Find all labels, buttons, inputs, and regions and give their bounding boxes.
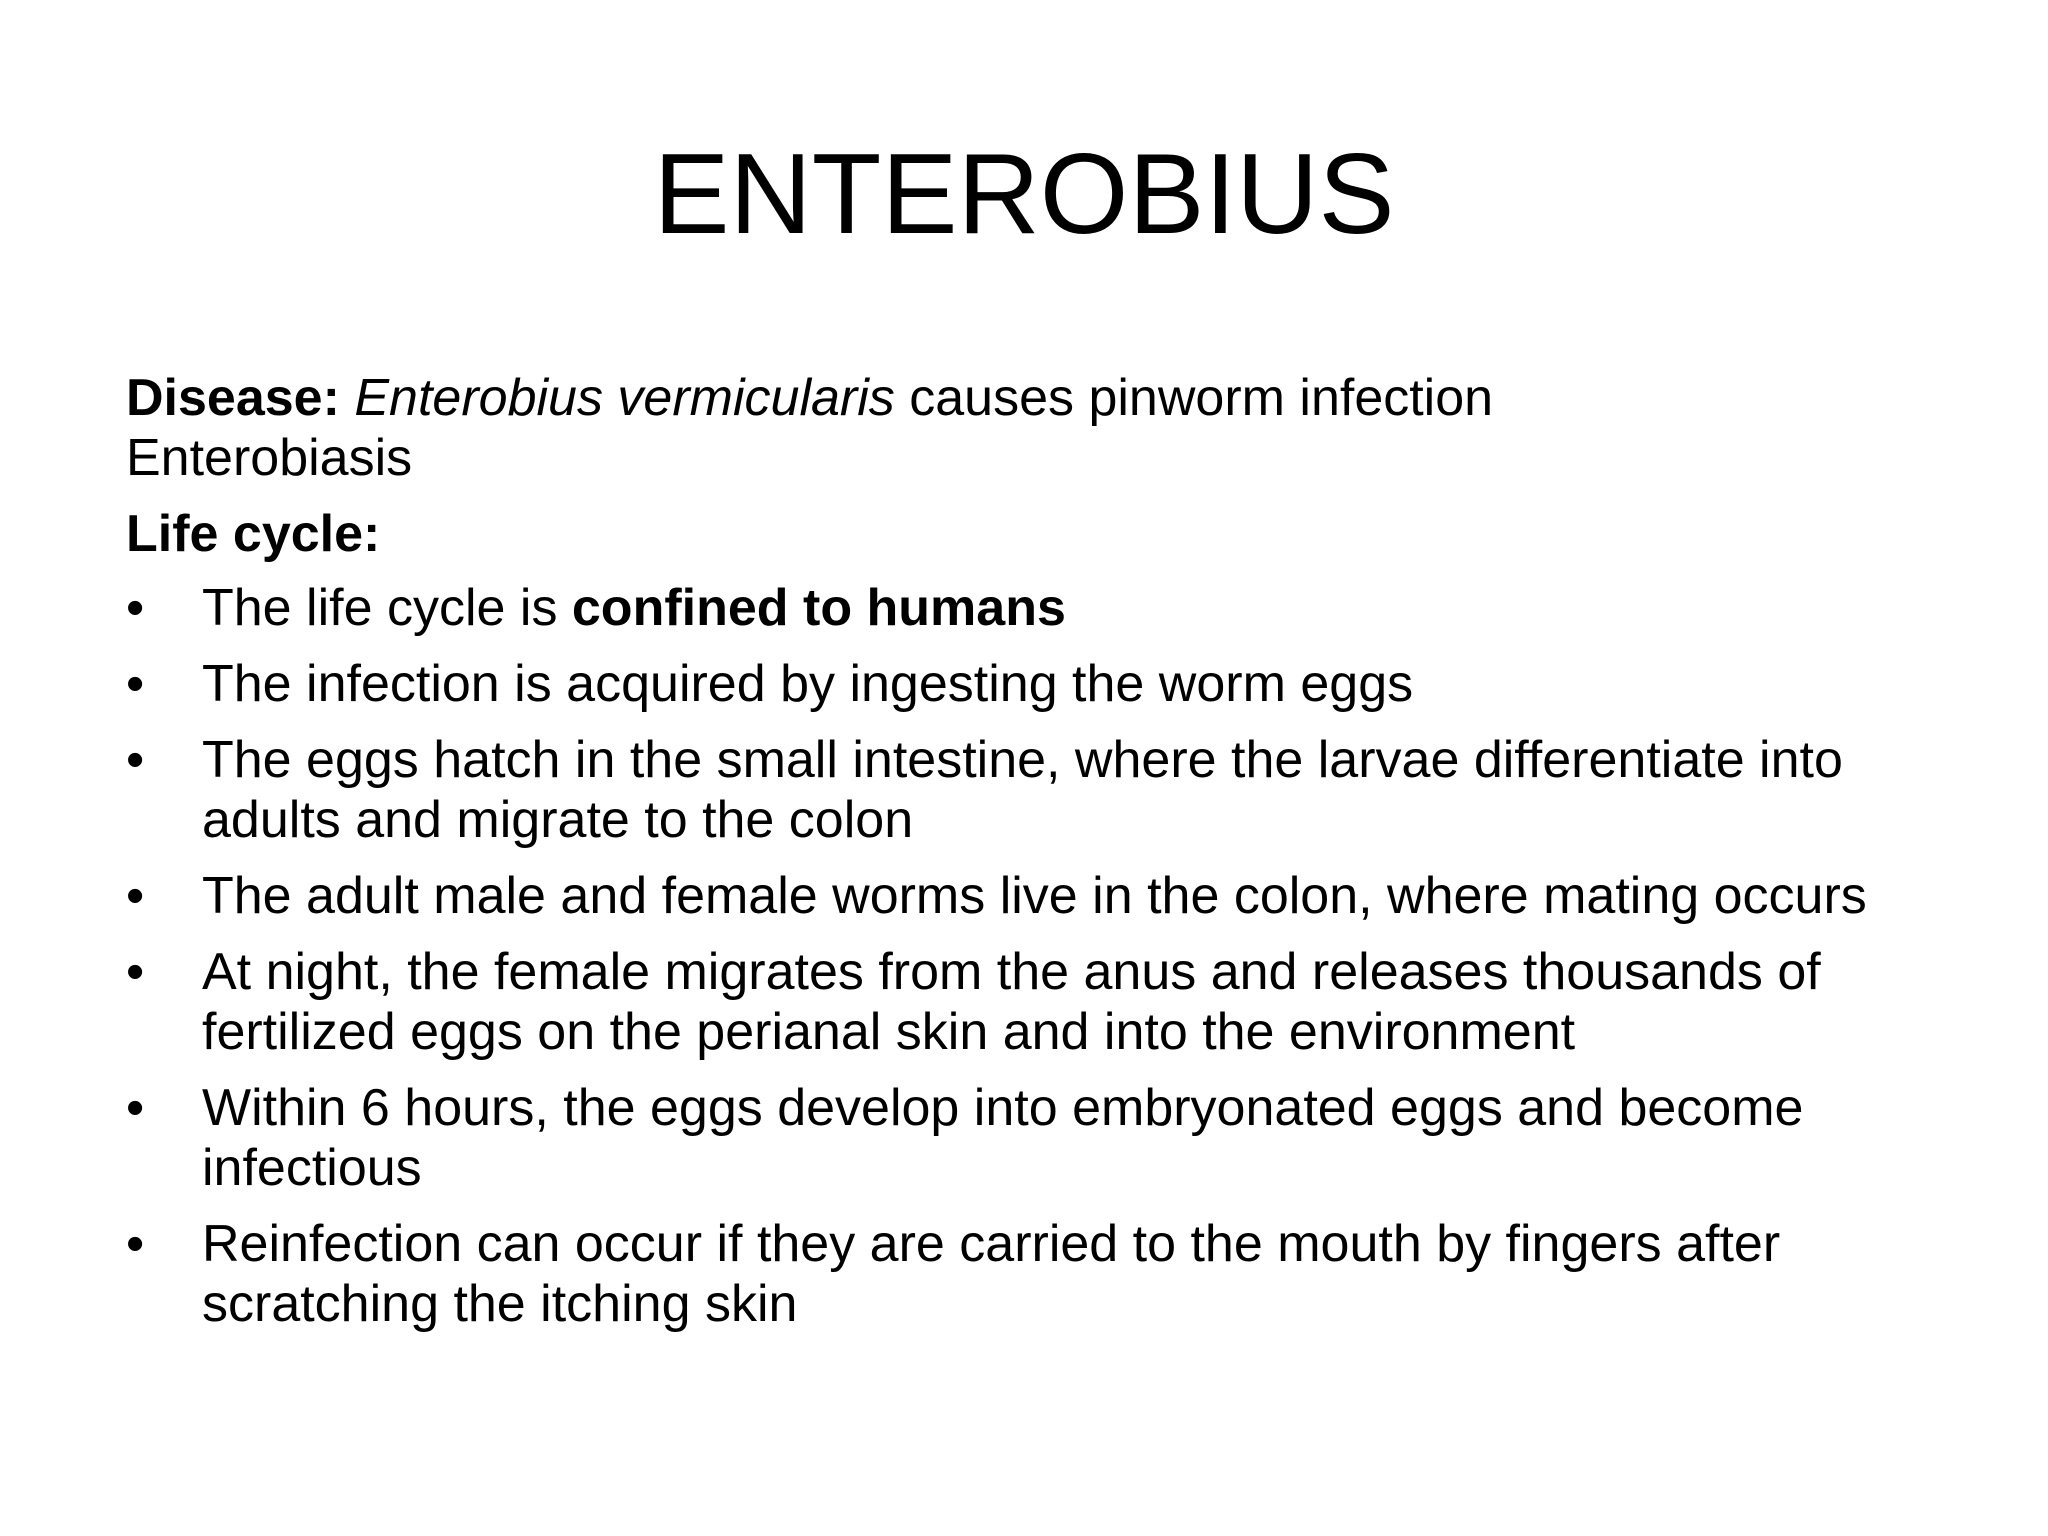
list-item [126,1214,1966,1334]
bullet-icon: • [126,731,145,789]
list-item [126,1078,1966,1198]
bullet-icon: • [126,655,145,713]
organism-name: Enterobius vermicularis [354,369,895,427]
life-cycle-label: Life cycle: [126,505,381,563]
list-item-text: At night, the female migrates from the anus and releases thousands of fertilized eggs on the perianal skin and into the environment [202,943,1821,1061]
slide-body [126,368,1966,1350]
list-item-text: Reinfection can occur if they are carried to the mouth by fingers after scratching the itching skin [202,1215,1781,1333]
bullet-icon: • [126,1215,145,1273]
list-item-text: The infection is acquired by ingesting the worm eggs [202,655,1414,713]
list-item [126,942,1966,1062]
list-item-text: The eggs hatch in the small intestine, where the larvae differentiate into adults and migrate to the colon [202,731,1843,849]
bullet-icon: • [126,943,145,1001]
list-item [126,866,1966,926]
bullet-icon: • [126,867,145,925]
list-item-emphasis: confined to humans [571,579,1066,637]
list-item [126,730,1966,850]
disease-name: Enterobiasis [126,429,413,487]
life-cycle-heading [126,504,1966,564]
disease-label: Disease: [126,369,340,427]
list-item-text: Within 6 hours, the eggs develop into embryonated eggs and become infectious [202,1079,1804,1197]
bullet-icon: • [126,1079,145,1137]
list-item [126,578,1966,638]
list-item-text: The life cycle is [202,579,572,637]
list-item [126,654,1966,714]
slide-title: ENTEROBIUS [653,131,1395,258]
life-cycle-list [126,578,1966,1334]
bullet-icon: • [126,579,145,637]
disease-description: causes pinworm infection [894,369,1494,427]
list-item-text: The adult male and female worms live in the colon, where mating occurs [202,867,1867,925]
disease-line [126,368,1966,428]
